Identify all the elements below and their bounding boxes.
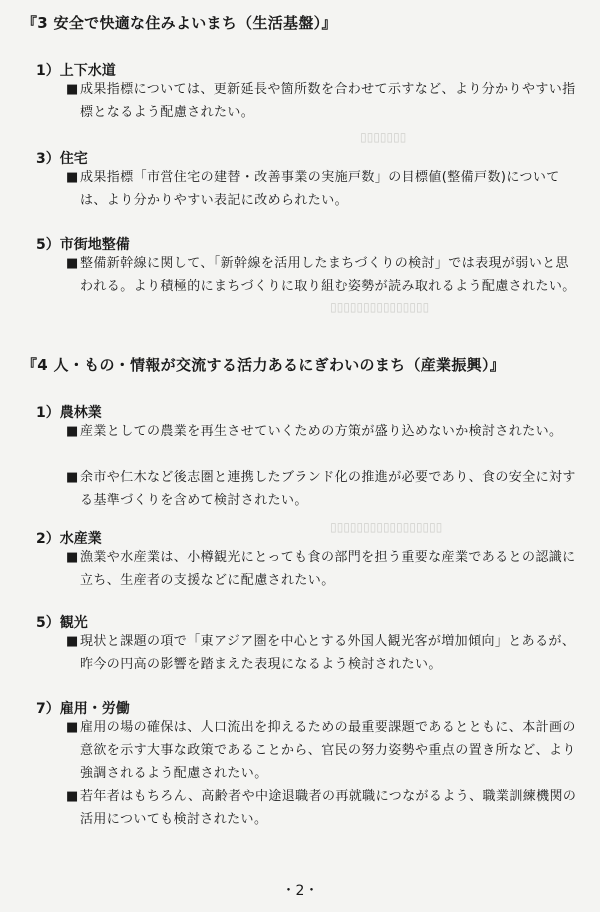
section3-heading-housing: 3）住宅 <box>36 151 88 167</box>
bleed-through: ▯▯▯▯▯▯▯▯▯▯▯▯▯▯▯▯▯ <box>330 520 443 534</box>
section4-heading-fish: 2）水産業 <box>36 531 102 547</box>
bullet-agri-2: ■余市や仁木など後志圏と連携したブランド化の推進が必要であり、食の安全に対する基準づくりを含めて検討されたい。 <box>66 466 582 512</box>
section4-title: 『4 人・もの・情報が交流する活力あるにぎわいのまち（産業振興）』 <box>22 356 506 374</box>
bullet-employment-1: ■雇用の場の確保は、人口流出を抑えるための最重要課題であるとともに、本計画の意欲を示す大事な政策であることから、官民の努力姿勢や重点の置き所など、より強調されるよう配慮されたい。 <box>66 716 582 785</box>
section4-heading-employment: 7）雇用・労働 <box>36 701 130 717</box>
bullet-mark: ■ <box>66 550 79 565</box>
section4-heading-tourism: 5）観光 <box>36 615 88 631</box>
bullet-agri-1: ■産業としての農業を再生させていくための方策が盛り込めないか検討されたい。 <box>66 420 582 443</box>
section3-heading-urban: 5）市街地整備 <box>36 237 130 253</box>
page-number: ・2・ <box>281 883 319 899</box>
bullet-mark: ■ <box>66 82 79 97</box>
bleed-through: ▯▯▯▯▯▯▯ <box>360 130 407 144</box>
section4-heading-agri: 1）農林業 <box>36 405 102 421</box>
bullet-mark: ■ <box>66 170 79 185</box>
bullet-mark: ■ <box>66 424 79 439</box>
bullet-fish-1: ■漁業や水産業は、小樽観光にとっても食の部門を担う重要な産業であるとの認識に立ち、生産者の支援などに配慮されたい。 <box>66 546 582 592</box>
bullet-housing-1: ■成果指標「市営住宅の建替・改善事業の実施戸数」の目標値(整備戸数)については、より分かりやすい表記に改められたい。 <box>66 166 582 212</box>
bullet-mark: ■ <box>66 789 79 804</box>
bullet-employment-2: ■若年者はもちろん、高齢者や中途退職者の再就職につながるよう、職業訓練機関の活用についても検討されたい。 <box>66 785 582 831</box>
bullet-urban-1: ■整備新幹線に関して、「新幹線を活用したまちづくりの検討」では表現が弱いと思われる。より積極的にまちづくりに取り組む姿勢が読み取れるよう配慮されたい。 <box>66 252 582 298</box>
bleed-through: ▯▯▯▯▯▯▯▯▯▯▯▯▯▯▯ <box>330 300 430 314</box>
bullet-mark: ■ <box>66 634 79 649</box>
bullet-tourism-1: ■現状と課題の項で「東アジア圏を中心とする外国人観光客が増加傾向」とあるが、昨今の円高の影響を踏まえた表現になるよう検討されたい。 <box>66 630 582 676</box>
bullet-mark: ■ <box>66 470 79 485</box>
bullet-water-1: ■成果指標については、更新延長や箇所数を合わせて示すなど、より分かりやすい指標となるよう配慮されたい。 <box>66 78 582 124</box>
section3-heading-water: 1）上下水道 <box>36 63 116 79</box>
bullet-mark: ■ <box>66 256 79 271</box>
section3-title: 『3 安全で快適な住みよいまち（生活基盤）』 <box>22 14 337 32</box>
bullet-mark: ■ <box>66 720 79 735</box>
